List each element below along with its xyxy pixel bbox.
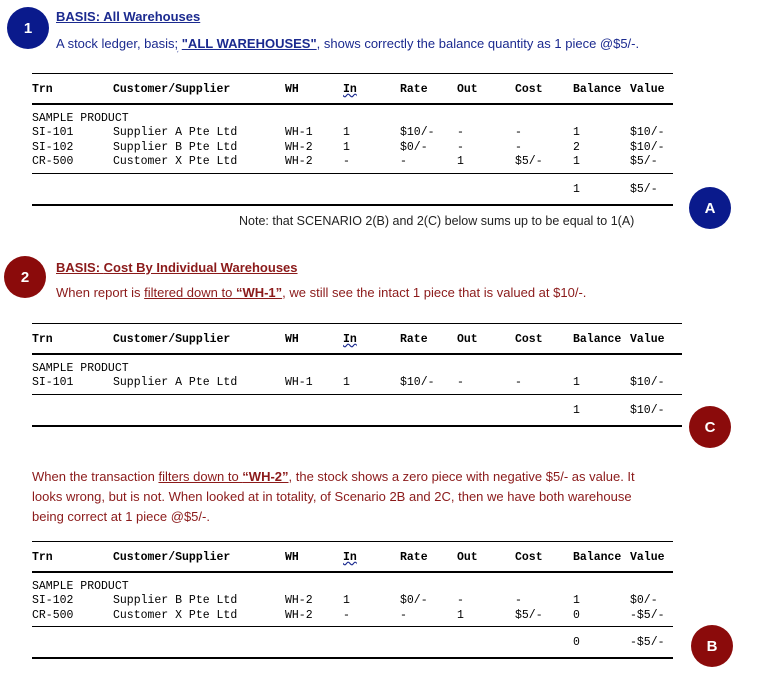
section-3-link: filters down to — [158, 469, 243, 484]
column-header-rate: Rate — [400, 333, 428, 346]
cell-party: Customer X Pte Ltd — [113, 155, 238, 168]
section-3-line-1 — [32, 467, 762, 487]
cell-in: 1 — [343, 140, 350, 154]
table-top-rule — [32, 323, 682, 324]
column-header-cost: Cost — [515, 83, 543, 96]
column-header-rate: Rate — [400, 83, 428, 96]
cell-rate: $0/- — [400, 594, 428, 607]
ledger-table-2 — [32, 323, 682, 425]
cell-out: - — [457, 140, 464, 154]
total-balance: 1 — [573, 182, 580, 196]
cell-rate: $0/- — [400, 140, 428, 154]
ledger-table-3 — [32, 541, 673, 658]
cell-trn: SI-102 — [32, 140, 74, 154]
section-2-badge: 2 — [4, 256, 46, 298]
section-3-line-3: being correct at 1 piece @$5/-. — [32, 509, 210, 524]
cell-trn: SI-101 — [32, 126, 74, 139]
section-3-line1-suffix: , the stock shows a zero piece with negative $5/- as value. It — [288, 469, 635, 484]
table-row — [32, 376, 682, 390]
product-group-label: SAMPLE PRODUCT — [32, 112, 129, 125]
table-header-rule — [32, 353, 682, 355]
ledger-table-1 — [32, 73, 673, 208]
cell-balance: 1 — [573, 376, 580, 389]
cell-trn: CR-500 — [32, 608, 74, 622]
cell-in: - — [343, 155, 350, 168]
cell-out: 1 — [457, 608, 464, 622]
section-2-desc-prefix: When report is — [56, 285, 145, 300]
cell-value: $10/- — [630, 126, 665, 139]
cell-balance: 1 — [573, 126, 580, 139]
table-bottom-rule — [32, 657, 673, 659]
section-1-desc-prefix: A stock ledger, basis — [56, 36, 175, 51]
table-subtotal-rule — [32, 173, 673, 174]
cell-cost: $5/- — [515, 608, 543, 622]
table-subtotal-rule — [32, 626, 673, 627]
section-1-badge: 1 — [7, 7, 49, 49]
column-header-out: Out — [457, 333, 478, 346]
cell-party: Customer X Pte Ltd — [113, 608, 238, 622]
cell-wh: WH-1 — [285, 376, 313, 389]
section-3-wh: “WH-2” — [242, 469, 289, 484]
column-header-balance: Balance — [573, 83, 622, 96]
column-header-party: Customer/Supplier — [113, 83, 231, 96]
cell-cost: - — [515, 140, 522, 154]
column-header-rate: Rate — [400, 551, 428, 564]
cell-rate: - — [400, 155, 407, 168]
column-header-trn: Trn — [32, 551, 53, 564]
product-group-label: SAMPLE PRODUCT — [32, 580, 129, 593]
section-1-description — [56, 34, 639, 54]
cell-out: - — [457, 126, 464, 139]
column-header-in: In — [343, 83, 357, 96]
section-3-line-2: looks wrong, but is not. When looked at in totality, of Scenario 2B and 2C, then we have both warehouse — [32, 489, 632, 504]
section-2-wh: “WH-1” — [235, 285, 283, 300]
section-3-description — [32, 467, 762, 527]
total-value: $10/- — [630, 403, 665, 417]
table-header-rule — [32, 103, 673, 105]
cell-out: - — [457, 594, 464, 607]
section-2-description — [56, 283, 586, 303]
section-2-heading-prefix: BASIS: — [56, 260, 104, 275]
cell-wh: WH-2 — [285, 140, 313, 154]
section-2-desc-suffix: , we still see the intact 1 piece that is valued at $10/-. — [282, 285, 587, 300]
cell-balance: 2 — [573, 140, 580, 154]
column-header-balance: Balance — [573, 333, 622, 346]
table-header-rule — [32, 571, 673, 573]
column-header-party: Customer/Supplier — [113, 551, 231, 564]
column-header-wh: WH — [285, 83, 299, 96]
column-header-out: Out — [457, 83, 478, 96]
column-header-value: Value — [630, 333, 665, 346]
column-header-value: Value — [630, 83, 665, 96]
column-header-in: In — [343, 551, 357, 564]
cell-value: $10/- — [630, 140, 665, 154]
cell-rate: $10/- — [400, 376, 435, 389]
cell-party: Supplier A Pte Ltd — [113, 126, 238, 139]
total-value: $5/- — [630, 182, 658, 196]
cell-cost: - — [515, 594, 522, 607]
table-row — [32, 594, 673, 608]
cell-balance: 1 — [573, 594, 580, 607]
cell-balance: 0 — [573, 608, 580, 622]
cell-trn: SI-101 — [32, 376, 74, 389]
column-header-cost: Cost — [515, 551, 543, 564]
badge-c: C — [689, 406, 731, 448]
table-row — [32, 609, 673, 623]
cell-trn: SI-102 — [32, 594, 74, 607]
cell-rate: $10/- — [400, 126, 435, 139]
cell-in: 1 — [343, 594, 350, 607]
cell-out: - — [457, 376, 464, 389]
section-1-desc-suffix: , shows correctly the balance quantity as 1 piece @$5/-. — [316, 36, 640, 51]
cell-value: -$5/- — [630, 608, 665, 622]
total-value: -$5/- — [630, 636, 665, 649]
scenario-note: Note: that SCENARIO 2(B) and 2(C) below sums up to be equal to 1(A) — [239, 214, 635, 228]
section-2-desc-link: filtered down to — [144, 285, 236, 300]
cell-rate: - — [400, 608, 407, 622]
table-row — [32, 126, 673, 140]
section-1-heading: BASIS: All Warehouses — [56, 9, 201, 24]
table-top-rule — [32, 541, 673, 542]
table-row — [32, 155, 673, 169]
column-header-wh: WH — [285, 333, 299, 346]
table-subtotal-rule — [32, 394, 682, 395]
cell-wh: WH-2 — [285, 608, 313, 622]
cell-cost: - — [515, 376, 522, 389]
section-1-basis: "ALL WAREHOUSES" — [181, 36, 317, 51]
section-3-line1-prefix: When the transaction — [32, 469, 159, 484]
cell-party: Supplier A Pte Ltd — [113, 376, 238, 389]
section-2-heading-main: Cost By Individual Warehouses — [103, 260, 298, 275]
cell-cost: - — [515, 126, 522, 139]
badge-b: B — [691, 625, 733, 667]
table-bottom-rule — [32, 204, 673, 206]
column-header-wh: WH — [285, 551, 299, 564]
table-top-rule — [32, 73, 673, 74]
total-balance: 1 — [573, 403, 580, 417]
section-2-heading — [56, 260, 298, 275]
table-row — [32, 141, 673, 155]
cell-wh: WH-2 — [285, 594, 313, 607]
cell-in: 1 — [343, 126, 350, 139]
cell-cost: $5/- — [515, 155, 543, 168]
cell-value: $10/- — [630, 376, 665, 389]
column-header-trn: Trn — [32, 333, 53, 346]
table-bottom-rule — [32, 425, 682, 427]
section-1-colon: ; — [174, 36, 179, 51]
total-balance: 0 — [573, 636, 580, 649]
cell-trn: CR-500 — [32, 155, 74, 168]
cell-balance: 1 — [573, 155, 580, 168]
cell-in: - — [343, 608, 350, 622]
badge-a: A — [689, 187, 731, 229]
cell-value: $0/- — [630, 594, 658, 607]
column-header-party: Customer/Supplier — [113, 333, 231, 346]
column-header-in: In — [343, 333, 357, 346]
column-header-trn: Trn — [32, 83, 53, 96]
cell-wh: WH-1 — [285, 126, 313, 139]
cell-party: Supplier B Pte Ltd — [113, 140, 238, 154]
product-group-label: SAMPLE PRODUCT — [32, 362, 129, 375]
cell-in: 1 — [343, 376, 350, 389]
column-header-value: Value — [630, 551, 665, 564]
column-header-out: Out — [457, 551, 478, 564]
column-header-cost: Cost — [515, 333, 543, 346]
cell-wh: WH-2 — [285, 155, 313, 168]
cell-value: $5/- — [630, 155, 658, 168]
cell-party: Supplier B Pte Ltd — [113, 594, 238, 607]
column-header-balance: Balance — [573, 551, 622, 564]
cell-out: 1 — [457, 155, 464, 168]
